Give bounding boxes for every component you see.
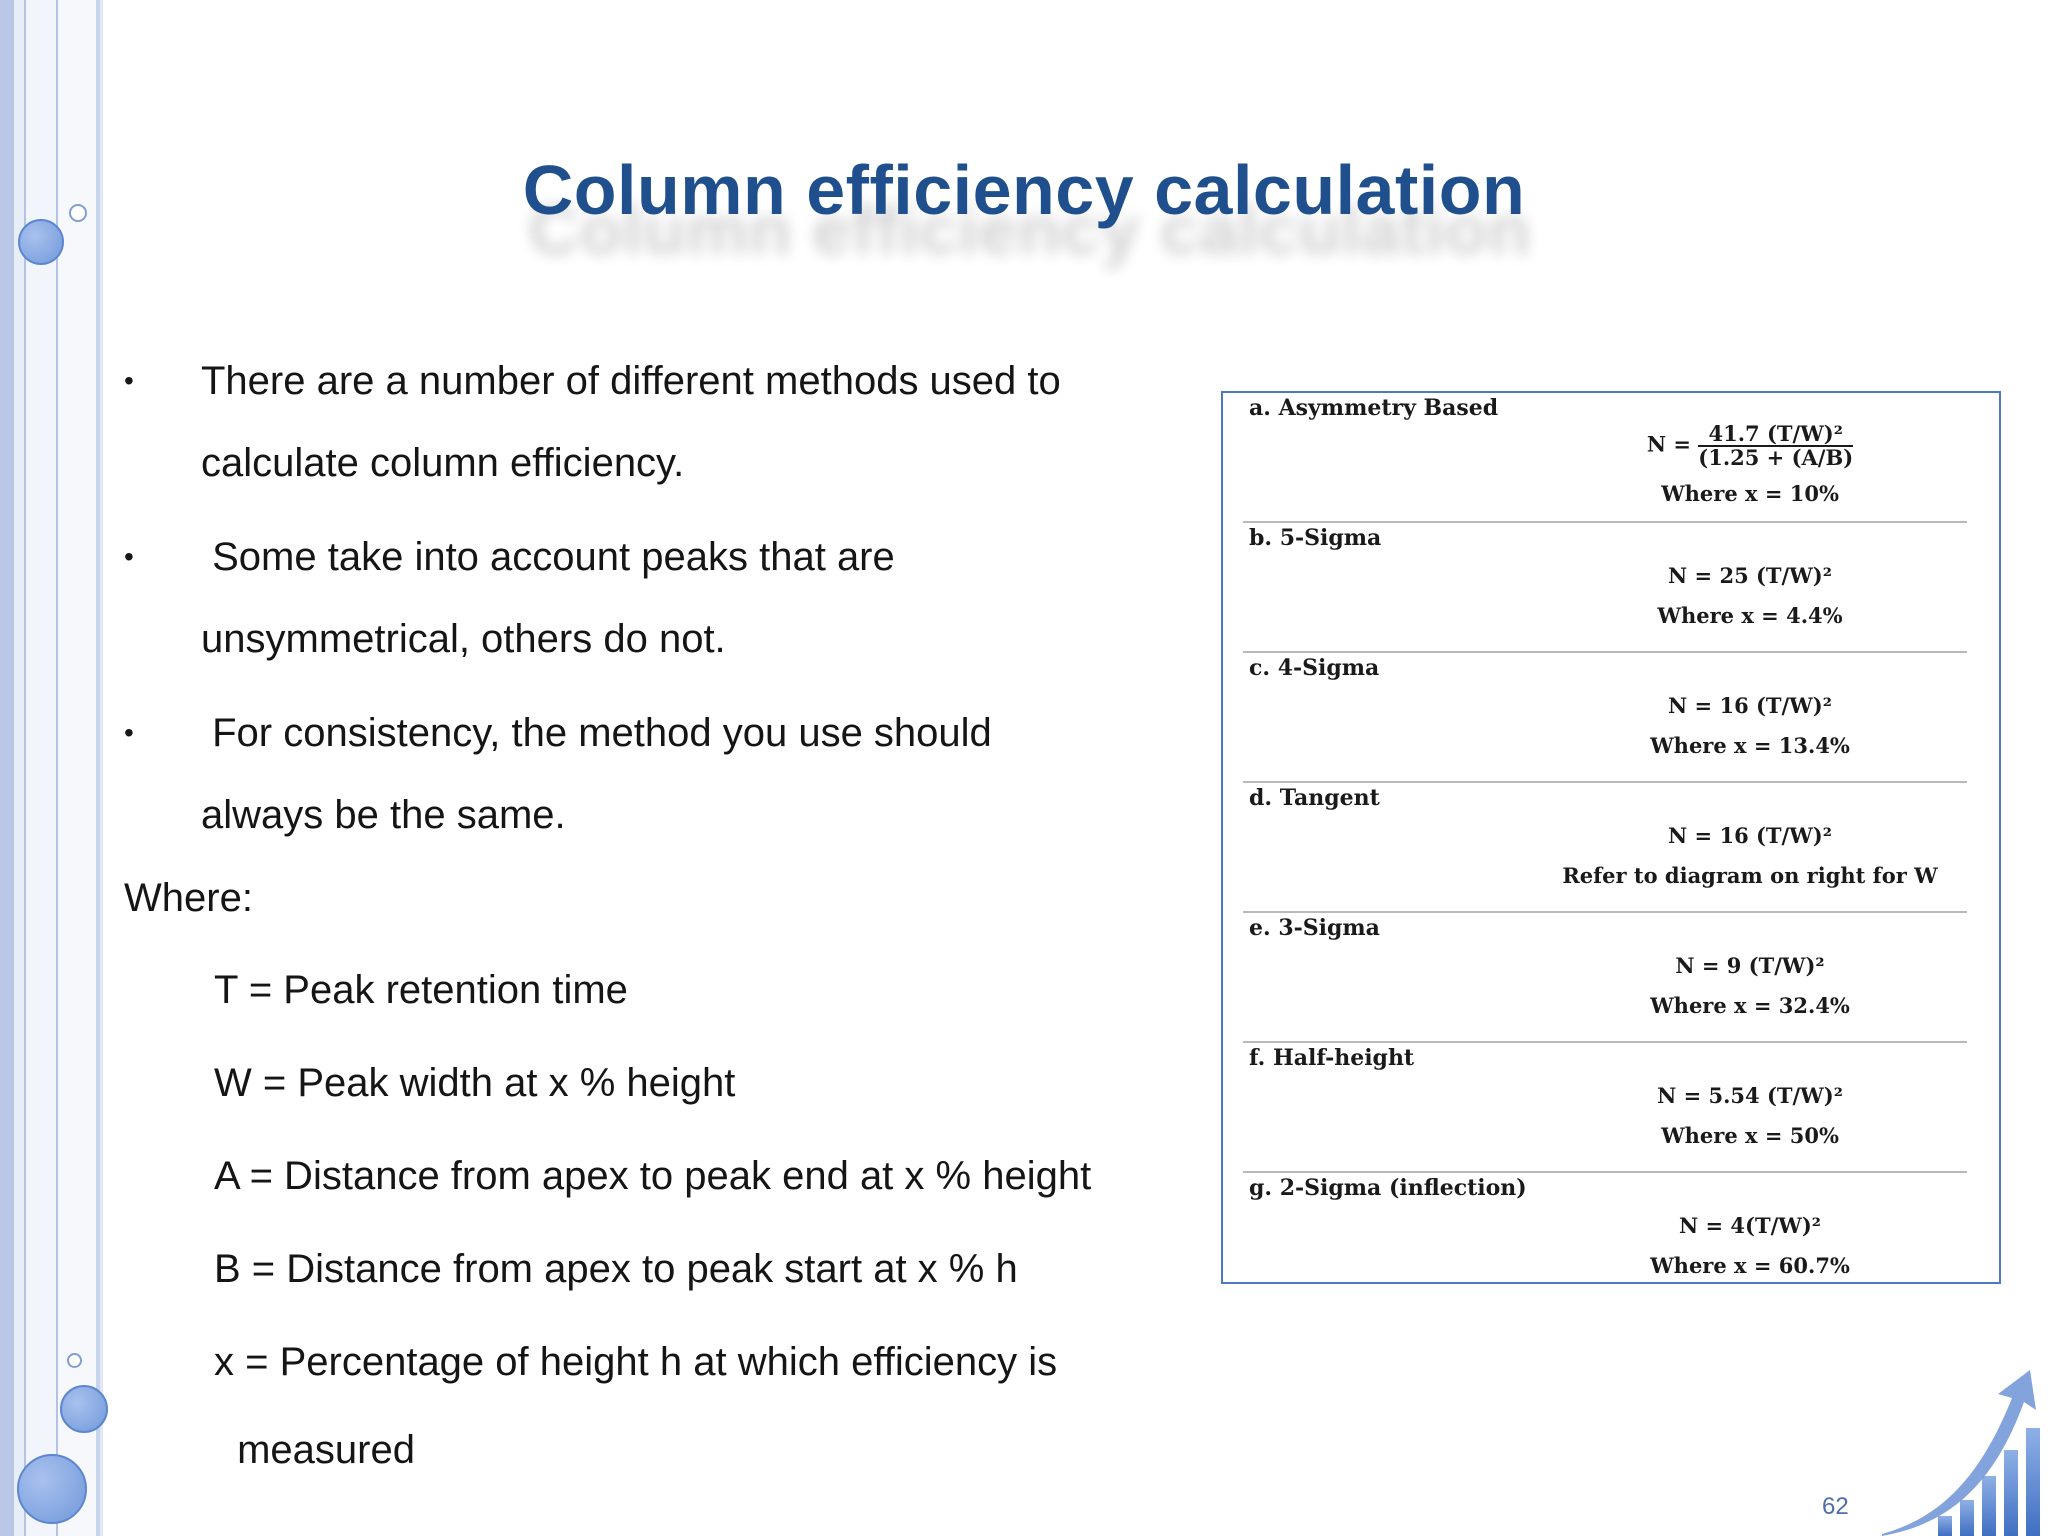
bullet-text: There are a number of different methods used to (201, 359, 1061, 403)
method-3-sigma (1243, 913, 1967, 1043)
method-formula: N = 9 (T/W)² (1675, 953, 1825, 978)
where-label: Where: (124, 876, 253, 920)
decor-circle-large (60, 1385, 108, 1433)
method-title: a. Asymmetry Based (1249, 395, 1499, 421)
bullet-text: calculate column efficiency. (201, 441, 685, 485)
left-rail (0, 0, 14, 1536)
bullet-text: Some take into account peaks that are (201, 535, 895, 579)
left-rail (58, 0, 96, 1536)
method-5-sigma (1243, 523, 1967, 653)
slide-number: 62 (1822, 1493, 1849, 1520)
definition-item: A = Distance from apex to peak end at x % height (214, 1154, 1092, 1198)
bullet-marker: • (124, 717, 134, 748)
method-note: Where x = 13.4% (1650, 733, 1850, 758)
definition-item: B = Distance from apex to peak start at x % h (214, 1247, 1018, 1291)
left-rail (100, 0, 103, 1536)
bullet-item (124, 692, 1134, 856)
method-title: d. Tangent (1249, 785, 1380, 811)
method-title: f. Half-height (1249, 1045, 1415, 1071)
decor-circle-small (67, 1353, 82, 1368)
method-note: Refer to diagram on right for W (1562, 863, 1938, 888)
method-title: b. 5-Sigma (1249, 525, 1382, 551)
method-4-sigma (1243, 653, 1967, 783)
formula-panel (1221, 391, 2001, 1284)
bullet-text: For consistency, the method you use should (201, 711, 992, 755)
method-title: g. 2-Sigma (inflection) (1249, 1175, 1527, 1201)
formula-numerator: 41.7 (T/W)² (1698, 423, 1853, 447)
decor-circle-large (17, 1454, 87, 1524)
bullet-item (124, 340, 1134, 504)
method-note: Where x = 32.4% (1650, 993, 1850, 1018)
definition-item: T = Peak retention time (214, 968, 628, 1012)
formula-denominator: (1.25 + (A/B) (1698, 445, 1854, 470)
method-note: Where x = 4.4% (1657, 603, 1843, 628)
definition-item: x = Percentage of height h at which efficiency is (214, 1340, 1058, 1384)
method-formula: N = 16 (T/W)² (1668, 693, 1832, 718)
method-formula: N = 16 (T/W)² (1668, 823, 1832, 848)
bullet-text: always be the same. (201, 793, 566, 837)
method-formula: N = 4(T/W)² (1679, 1213, 1821, 1238)
page-title: Column efficiency calculation (522, 151, 1526, 229)
method-2-sigma (1243, 1173, 1967, 1301)
bullet-text: unsymmetrical, others do not. (201, 617, 726, 661)
bullet-marker: • (124, 365, 134, 396)
method-note: Where x = 50% (1661, 1123, 1839, 1148)
definition-continuation: measured (226, 1428, 415, 1472)
method-title: c. 4-Sigma (1249, 655, 1380, 681)
definition-item (124, 1409, 1134, 1491)
method-asymmetry (1243, 393, 1967, 523)
method-note: Where x = 60.7% (1650, 1253, 1850, 1278)
method-half-height (1243, 1043, 1967, 1173)
method-note: Where x = 10% (1661, 481, 1839, 506)
method-tangent (1243, 783, 1967, 913)
bullet-item (124, 516, 1134, 680)
method-formula (1243, 423, 1967, 469)
definition-item: W = Peak width at x % height (214, 1061, 736, 1105)
slide-body (124, 340, 1134, 1491)
bullet-marker: • (124, 541, 134, 572)
formula-fraction (1698, 423, 1853, 469)
growth-chart-icon (1880, 1368, 2040, 1536)
formula-prefix: N = (1646, 431, 1691, 457)
method-title: e. 3-Sigma (1249, 915, 1380, 941)
method-formula: N = 5.54 (T/W)² (1657, 1083, 1843, 1108)
method-formula: N = 25 (T/W)² (1668, 563, 1832, 588)
